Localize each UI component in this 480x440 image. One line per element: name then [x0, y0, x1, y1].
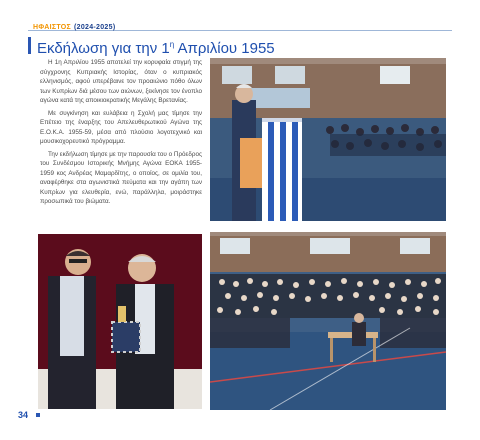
page-number: 34: [18, 410, 29, 420]
article-paragraph-2: Με συγκίνηση και ευλάβεια η Σχολή μας τίμησε την Επέτειο της έναρξης του Απελευθερωτικού Αγώνα της Ε.Ο.Κ.Α. 1955-59, μέσα από πλούσιο λογοτεχνικό και μουσικοχορευτικό πρόγραμμα.: [40, 109, 202, 145]
photo-award-presentation: [38, 234, 202, 409]
article-title-block: [28, 36, 275, 58]
publication-name: ΗΦΑΙΣΤΟΣ: [33, 24, 72, 31]
article-paragraph-3: Την εκδήλωση τίμησε με την παρουσία του ο Πρόεδρος του Συνδέσμου Ιστορικής Μνήμης Αγώνα ΕΟΚΑ 1955-1959 κος Ανδρέας Μαμαρδίτης, ο οποίος, σε ομιλία του, αναφέρθηκε στα αγωνιστικά πεύματα και την αγάπη των Κυπρίων για ελευθερία, ενώ, παράλληλα, μοιράστηκε προσωπικά του βιώματα.: [40, 150, 202, 205]
article-paragraph-1: Η 1η Απριλίου 1955 αποτελεί την κορυφαία στιγμή της σύγχρονης Κυπριακής Ιστορίας, όταν ο κυπριακός ελληνισμός, αφού υπερέβαινε τον προαιώνιο πόθο όλων των Κυπρίων διά μέσου των αιώνων, ξεκίνησε τον ένοπλο αγώνα κατά της αποικιοκρατικής Μεγάλης Βρετανίας.: [40, 59, 202, 104]
title-accent-bar: [28, 37, 31, 54]
photo-speaker-at-podium: [210, 58, 446, 221]
page-number-marker: [36, 413, 40, 417]
photo-audience-in-hall: [210, 232, 446, 410]
article-body: [40, 58, 202, 210]
publication-years: (2024-2025): [74, 24, 116, 31]
running-header: [33, 24, 115, 31]
article-title: Εκδήλωση για την $1^\eta$ Απριλίου 1955: [37, 40, 275, 57]
